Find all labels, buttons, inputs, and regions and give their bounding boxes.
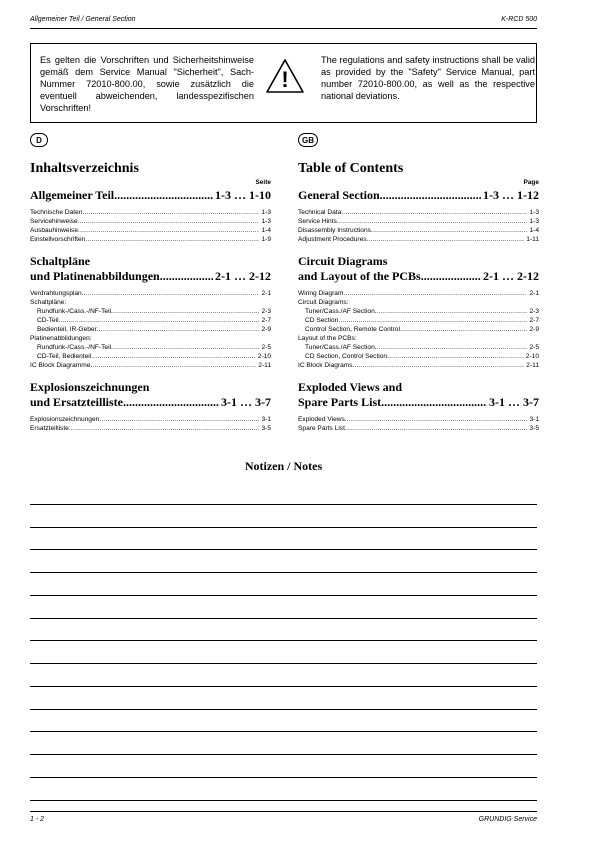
page-header	[30, 12, 537, 29]
toc-entry[interactable]: Explosionszeichnungen ..... 3-1	[30, 415, 271, 424]
header-model: K-RCD 500	[501, 16, 537, 23]
toc-entry[interactable]: Verdrahtungsplan ..... 2-1	[30, 289, 271, 298]
toc-entry[interactable]: CD-Teil ..... 2-7	[30, 316, 271, 325]
note-line	[30, 550, 537, 573]
toc-entry[interactable]: Wiring Diagram ..... 2-1	[298, 289, 539, 298]
toc-entry[interactable]: Servicehinweise ..... 1-3	[30, 217, 271, 226]
note-line	[30, 664, 537, 687]
note-line	[30, 528, 537, 551]
warning-exclamation-mark: !	[281, 67, 289, 92]
toc-entry[interactable]: Ersatzteilliste ..... 3-5	[30, 424, 271, 433]
toc-entry[interactable]: CD Section ..... 2-7	[298, 316, 539, 325]
toc-entry[interactable]: Tuner/Cass./AF Section ..... 2-3	[298, 307, 539, 316]
toc-entry[interactable]: Bedienteil, IR-Geber ..... 2-9	[30, 325, 271, 334]
notes-lines	[30, 482, 537, 801]
toc-entry[interactable]: Rundfunk-/Cass.-/NF-Teil ..... 2-3	[30, 307, 271, 316]
note-line	[30, 710, 537, 733]
language-badge-gb: GB	[298, 133, 318, 147]
toc-entry[interactable]: Technische Daten ..... 1-3	[30, 208, 271, 217]
toc-entry[interactable]: Adjustment Procedures ..... 1-11	[298, 235, 539, 244]
safety-notice-box	[30, 43, 537, 123]
toc-entry[interactable]: IC Block Diagrams ..... 2-11	[298, 361, 539, 370]
toc-section-heading[interactable]: and Layout of the PCBs ..... 2-1 … 2-12	[298, 269, 539, 284]
note-line	[30, 778, 537, 801]
toc-entry[interactable]: IC Block Diagramme ..... 2-11	[30, 361, 271, 370]
warning-triangle-icon	[265, 58, 305, 94]
page-footer	[30, 811, 537, 828]
toc-subheading: Platinenabbildungen:	[30, 335, 92, 342]
toc-entry[interactable]: Einstellvorschriften ..... 1-9	[30, 235, 271, 244]
toc-section-heading-line1: Circuit Diagrams	[298, 254, 388, 268]
toc-entry[interactable]: Control Section, Remote Control ..... 2-9	[298, 325, 539, 334]
note-line	[30, 482, 537, 505]
toc-subheading: Circuit Diagrams:	[298, 299, 349, 306]
toc-section-heading[interactable]: General Section ..... 1-3 … 1-12	[298, 188, 539, 203]
toc-section-heading[interactable]: Spare Parts List ..... 3-1 … 3-7	[298, 395, 539, 410]
toc-entry[interactable]: CD Section, Control Section ..... 2-10	[298, 352, 539, 361]
toc-entry[interactable]: CD-Teil, Bedienteil ..... 2-10	[30, 352, 271, 361]
toc-section-heading-line1: Explosionszeichnungen	[30, 380, 150, 394]
note-line	[30, 755, 537, 778]
toc-title: Table of Contents	[298, 161, 404, 176]
footer-brand: GRUNDIG Service	[478, 816, 537, 823]
toc-entry[interactable]: Ausbauhinweise ..... 1-4	[30, 226, 271, 235]
page-number: 1 - 2	[30, 816, 45, 823]
page-column-label: Seite	[255, 179, 271, 186]
toc-entry[interactable]: Exploded Views ..... 3-1	[298, 415, 539, 424]
toc-entry[interactable]: Service Hints ..... 1-3	[298, 217, 539, 226]
safety-text-german: Es gelten die Vorschriften und Sicherheitshinweise gemäß dem Service Manual "Sicherheit", Sach-Nummer 72010-800.00, sowie zusätzlich die eventuell abweichenden, landesspezifischen Vorschriften!	[40, 55, 254, 113]
language-badge-de: D	[30, 133, 48, 147]
toc-entry[interactable]: Disassembly Instructions ..... 1-4	[298, 226, 539, 235]
notes-title: Notizen / Notes	[244, 459, 323, 473]
toc-section-heading[interactable]: und Ersatzteilliste ..... 3-1 … 3-7	[30, 395, 271, 410]
toc-entry[interactable]: Tuner/Cass./AF Section ..... 2-5	[298, 343, 539, 352]
note-line	[30, 687, 537, 710]
toc-english	[298, 160, 539, 433]
toc-title: Inhaltsverzeichnis	[30, 161, 139, 176]
toc-section-heading-line1: Exploded Views and	[298, 380, 403, 394]
note-line	[30, 619, 537, 642]
header-section-title: Allgemeiner Teil / General Section	[30, 16, 136, 23]
toc-entry[interactable]: Rundfunk-/Cass.-/NF-Teil ..... 2-5	[30, 343, 271, 352]
page-column-label: Page	[523, 179, 539, 186]
toc-section-heading[interactable]: Allgemeiner Teil ..... 1-3 … 1-10	[30, 188, 271, 203]
toc-german	[30, 160, 271, 433]
toc-entry[interactable]: Spare Parts List ..... 3-5	[298, 424, 539, 433]
toc-subheading: Layout of the PCBs:	[298, 335, 357, 342]
toc-section-heading-line1: Schaltpläne	[30, 254, 91, 268]
note-line	[30, 641, 537, 664]
toc-section-heading[interactable]: und Platinenabbildungen ..... 2-1 … 2-12	[30, 269, 271, 284]
note-line	[30, 573, 537, 596]
note-line	[30, 505, 537, 528]
toc-entry[interactable]: Technical Data ..... 1-3	[298, 208, 539, 217]
note-line	[30, 732, 537, 755]
toc-subheading: Schaltpläne:	[30, 299, 67, 306]
note-line	[30, 596, 537, 619]
safety-text-english: The regulations and safety instructions shall be valid as provided by the "Safety" Service Manual, part number 72010-800.00, as well as the respective national deviations.	[321, 55, 535, 101]
